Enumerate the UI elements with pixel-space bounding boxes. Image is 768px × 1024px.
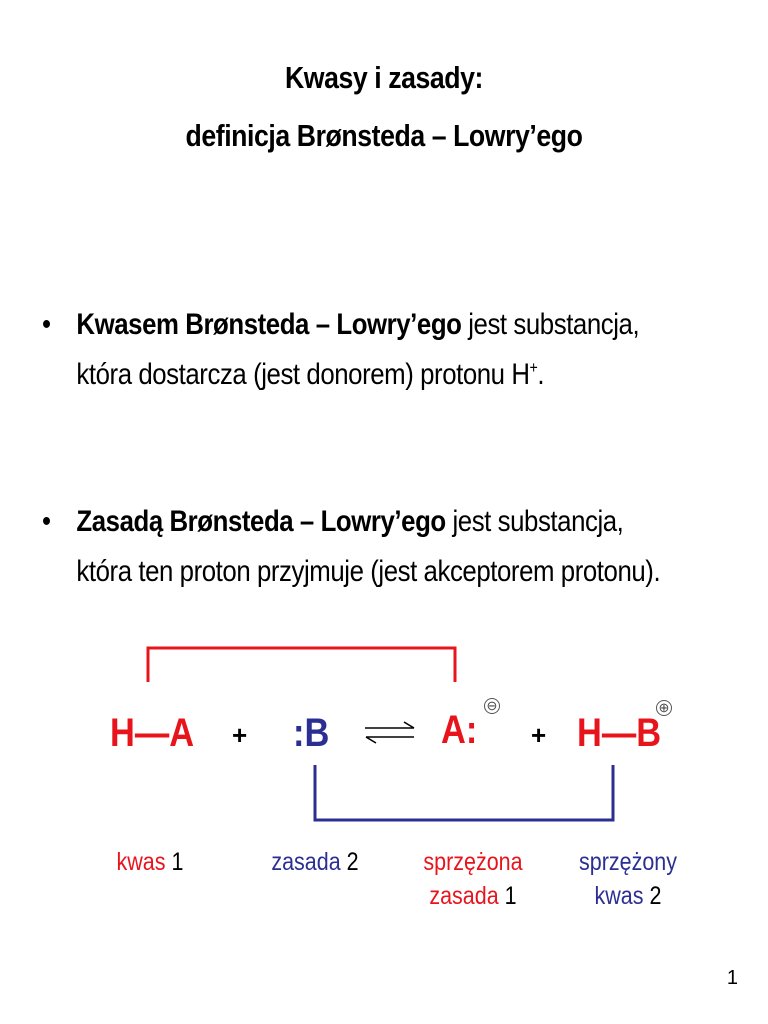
label-conjugate-base-1	[417, 845, 529, 913]
bullet-marker: •	[42, 308, 51, 341]
equilibrium-arrows-icon	[365, 722, 414, 743]
acid-def-rest: jest substancja,	[461, 308, 640, 341]
label-base-2-word: zasada	[271, 848, 341, 876]
conjugate-acid-text: H—B	[577, 711, 662, 755]
bullet-marker: •	[42, 505, 51, 538]
label-conjugate-base-word: zasada	[429, 882, 499, 910]
label-conjugate-acid-line1: sprzężony	[578, 848, 677, 876]
slide-title-line1: Kwasy i zasady:	[284, 60, 484, 95]
label-conjugate-acid-num: 2	[649, 882, 662, 910]
label-base-2	[263, 845, 366, 879]
plus-sign-1: +	[232, 720, 248, 750]
acid-term: Kwasem Brønsteda – Lowry’ego	[76, 308, 462, 341]
blue-pair-bracket	[315, 765, 613, 820]
label-acid-1	[107, 845, 193, 879]
label-conjugate-acid-2	[572, 845, 684, 913]
acid-ha: H—A	[110, 711, 195, 755]
red-pair-bracket	[148, 648, 455, 682]
acid-def-end: .	[537, 358, 545, 391]
plus-sign-2: +	[531, 720, 547, 750]
label-acid-1-word: kwas	[116, 848, 166, 876]
positive-charge-icon: ⊕	[656, 700, 672, 716]
slide-title-line2: definicja Brønsteda – Lowry’ego	[185, 118, 583, 153]
label-acid-1-num: 1	[171, 848, 184, 876]
label-conjugate-base-line1: sprzężona	[423, 848, 523, 876]
proton-charge: +	[529, 359, 538, 377]
base-def-line2: która ten proton przyjmuje (jest akceptorem protonu).	[76, 555, 661, 588]
label-conjugate-acid-word: kwas	[594, 882, 644, 910]
base-b: :B	[293, 711, 330, 755]
label-base-2-num: 2	[346, 848, 359, 876]
label-conjugate-base-num: 1	[504, 882, 517, 910]
base-term: Zasadą Brønsteda – Lowry’ego	[76, 505, 446, 538]
negative-charge-icon: ⊖	[484, 698, 500, 714]
base-def-rest: jest substancja,	[445, 505, 624, 538]
conjugate-acid-hb	[577, 713, 661, 753]
page-number: 1	[726, 967, 738, 989]
acid-def-line2: która dostarcza (jest donorem) protonu H	[76, 358, 530, 391]
conjugate-base-a: A:	[441, 708, 478, 752]
